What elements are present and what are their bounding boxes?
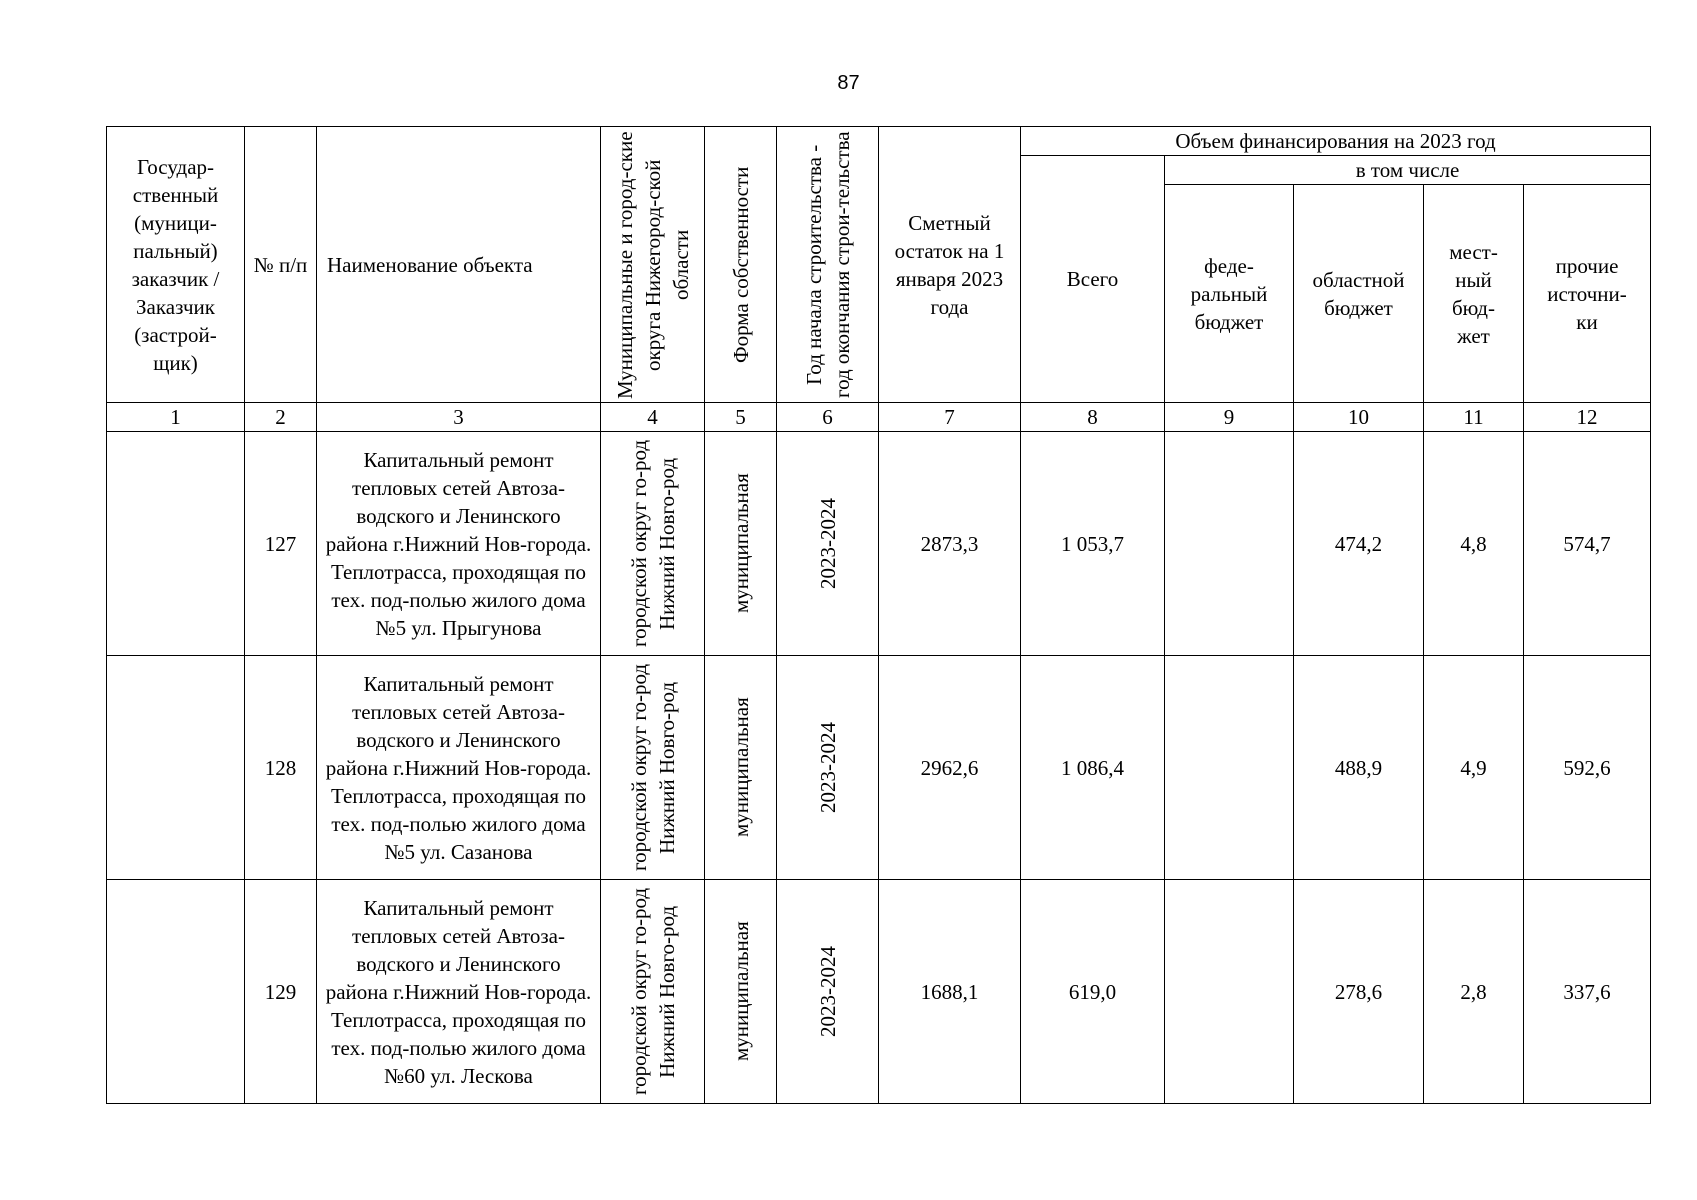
column-number: 3 — [317, 403, 601, 432]
header-financing: Объем финансирования на 2023 год — [1021, 127, 1651, 156]
cell-municipality: городской округ го-род Нижний Новго-род — [601, 432, 705, 656]
header-regional: областной бюджет — [1294, 185, 1424, 403]
cell-object-name: Капитальный ремонт тепловых сетей Автоза-водского и Ленинского района г.Нижний Нов-города. Теплотрасса, проходящая по тех. под-полью жилого дома №5 ул. Сазанова — [317, 656, 601, 880]
header-including: в том числе — [1165, 156, 1651, 185]
cell-local: 4,9 — [1424, 656, 1524, 880]
header-total: Всего — [1021, 156, 1165, 403]
cell-customer — [107, 656, 245, 880]
cell-estimate-remainder: 2873,3 — [879, 432, 1021, 656]
column-number: 12 — [1524, 403, 1651, 432]
cell-ownership: муниципальная — [705, 656, 777, 880]
cell-municipality: городской округ го-род Нижний Новго-род — [601, 656, 705, 880]
column-number: 4 — [601, 403, 705, 432]
cell-other: 337,6 — [1524, 880, 1651, 1104]
page-number: 87 — [837, 72, 860, 94]
column-number: 1 — [107, 403, 245, 432]
table-row — [107, 880, 1651, 1104]
cell-years: 2023-2024 — [777, 880, 879, 1104]
cell-local: 4,8 — [1424, 432, 1524, 656]
column-number: 5 — [705, 403, 777, 432]
cell-total: 1 053,7 — [1021, 432, 1165, 656]
header-municipality: Муниципальные и город-ские округа Нижегород-ской области — [601, 127, 705, 403]
header-ownership: Форма собственности — [705, 127, 777, 403]
header-estimate-remainder: Сметный остаток на 1 января 2023 года — [879, 127, 1021, 403]
cell-regional: 474,2 — [1294, 432, 1424, 656]
column-number: 9 — [1165, 403, 1294, 432]
cell-years: 2023-2024 — [777, 656, 879, 880]
cell-customer — [107, 432, 245, 656]
cell-total: 1 086,4 — [1021, 656, 1165, 880]
cell-ownership: муниципальная — [705, 432, 777, 656]
column-number: 11 — [1424, 403, 1524, 432]
cell-federal — [1165, 880, 1294, 1104]
column-number: 2 — [245, 403, 317, 432]
header-object-name: Наименование объекта — [317, 127, 601, 403]
cell-other: 592,6 — [1524, 656, 1651, 880]
header-local: мест-ный бюд-жет — [1424, 185, 1524, 403]
cell-customer — [107, 880, 245, 1104]
cell-total: 619,0 — [1021, 880, 1165, 1104]
cell-object-name: Капитальный ремонт тепловых сетей Автоза-водского и Ленинского района г.Нижний Нов-города. Теплотрасса, проходящая по тех. под-полью жилого дома №5 ул. Прыгунова — [317, 432, 601, 656]
cell-municipality: городской округ го-род Нижний Новго-род — [601, 880, 705, 1104]
cell-number: 127 — [245, 432, 317, 656]
cell-number: 129 — [245, 880, 317, 1104]
table-row — [107, 432, 1651, 656]
table-row — [107, 656, 1651, 880]
cell-federal — [1165, 432, 1294, 656]
cell-local: 2,8 — [1424, 880, 1524, 1104]
column-number: 7 — [879, 403, 1021, 432]
column-number: 8 — [1021, 403, 1165, 432]
cell-object-name: Капитальный ремонт тепловых сетей Автоза-водского и Ленинского района г.Нижний Нов-города. Теплотрасса, проходящая по тех. под-полью жилого дома №60 ул. Лескова — [317, 880, 601, 1104]
cell-estimate-remainder: 2962,6 — [879, 656, 1021, 880]
cell-number: 128 — [245, 656, 317, 880]
cell-regional: 488,9 — [1294, 656, 1424, 880]
cell-other: 574,7 — [1524, 432, 1651, 656]
financing-table — [106, 126, 1651, 1104]
cell-ownership: муниципальная — [705, 880, 777, 1104]
header-other: прочие источни-ки — [1524, 185, 1651, 403]
header-customer: Государ-ственный (муници-пальный) заказчик / Заказчик (застрой-щик) — [107, 127, 245, 403]
cell-estimate-remainder: 1688,1 — [879, 880, 1021, 1104]
cell-regional: 278,6 — [1294, 880, 1424, 1104]
column-number: 10 — [1294, 403, 1424, 432]
cell-federal — [1165, 656, 1294, 880]
header-years: Год начала строительства - год окончания строи-тельства — [777, 127, 879, 403]
column-numbers-row — [107, 403, 1651, 432]
cell-years: 2023-2024 — [777, 432, 879, 656]
header-federal: феде-ральный бюджет — [1165, 185, 1294, 403]
header-number: № п/п — [245, 127, 317, 403]
column-number: 6 — [777, 403, 879, 432]
